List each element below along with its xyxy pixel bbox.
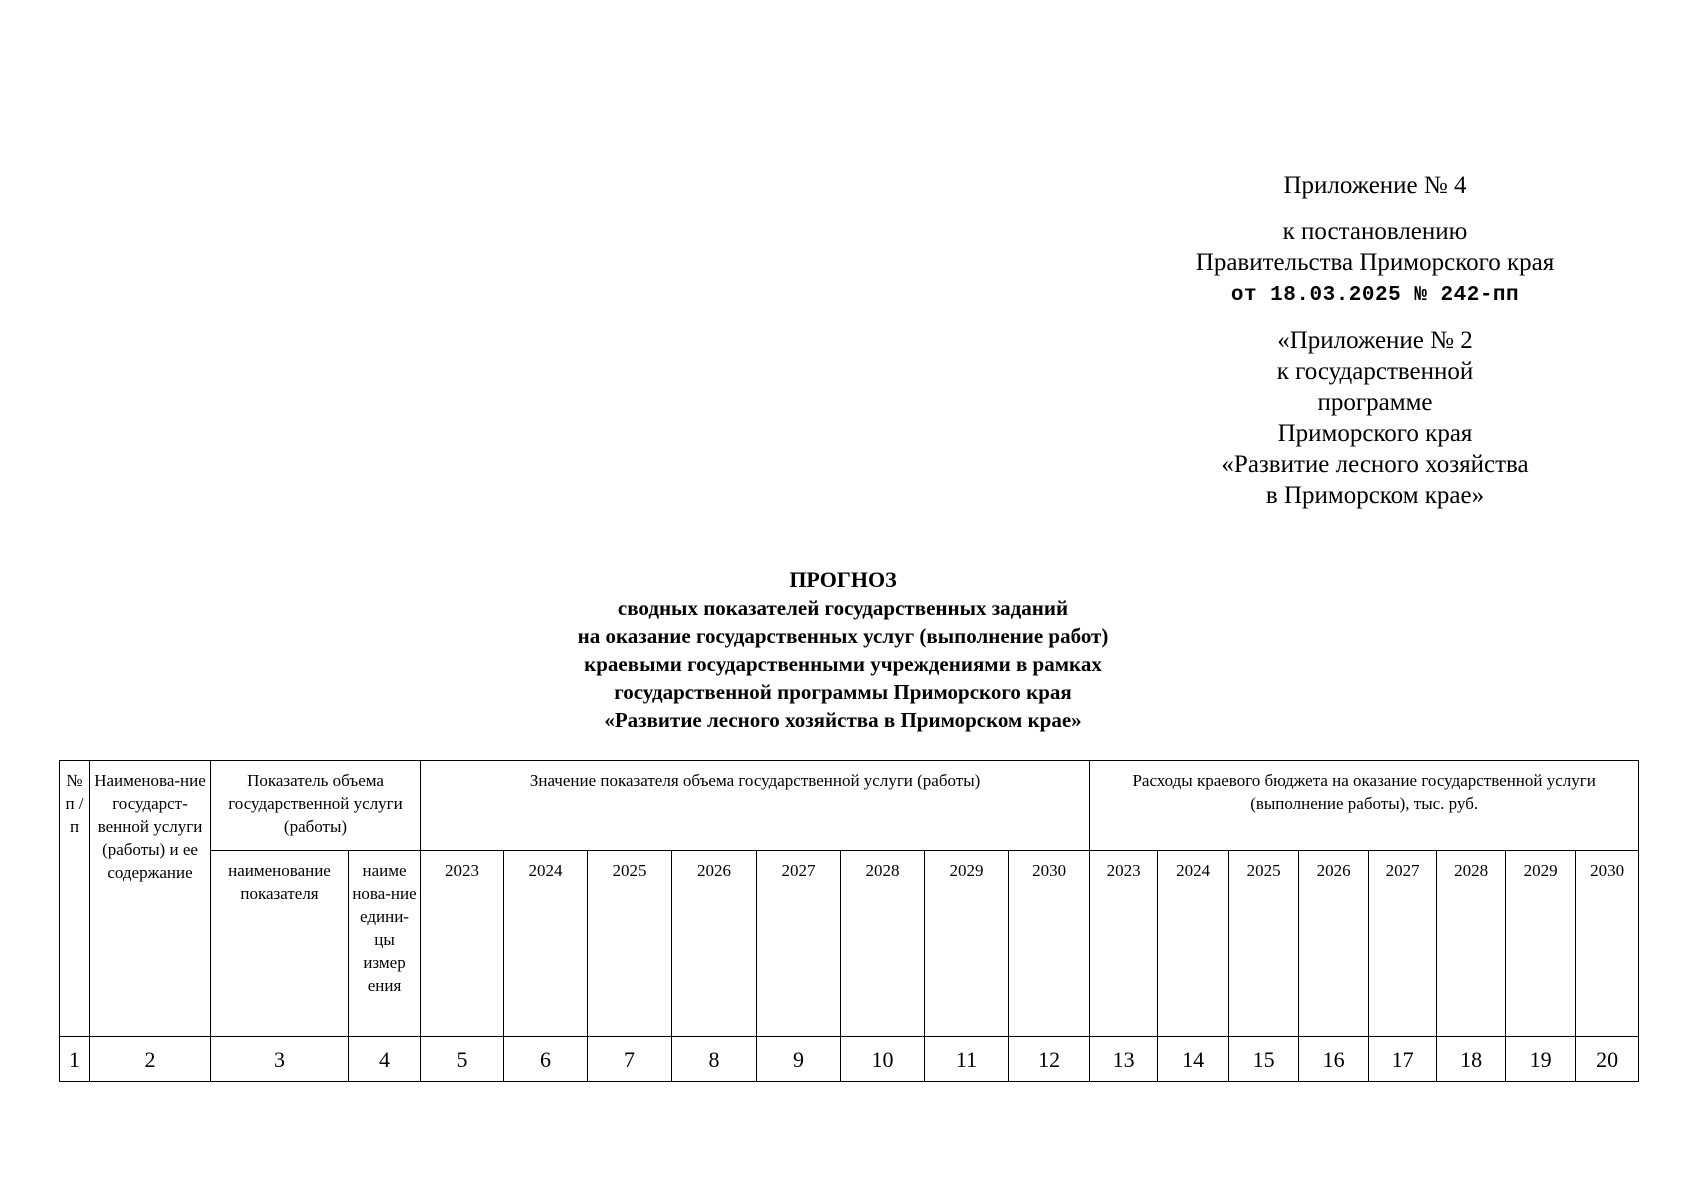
appendix-block (1150, 170, 1600, 511)
appendix-number: Приложение № 4 (1283, 172, 1467, 199)
forecast-table (59, 760, 1639, 1082)
quote-line: «Развитие лесного хозяйства (1221, 451, 1529, 478)
quote-line: Приморского края (1277, 420, 1473, 447)
header-expense-year: 2029 (1506, 851, 1576, 1037)
title-line: «Развитие лесного хозяйства в Приморском крае» (604, 708, 1082, 732)
column-number: 6 (504, 1037, 588, 1082)
column-number: 7 (588, 1037, 672, 1082)
header-value-year: 2028 (841, 851, 925, 1037)
header-values-group: Значение показателя объема государственной услуги (работы) (421, 761, 1090, 851)
column-number: 13 (1090, 1037, 1158, 1082)
column-number: 5 (421, 1037, 504, 1082)
column-number: 14 (1158, 1037, 1229, 1082)
title-line: сводных показателей государственных заданий (617, 596, 1069, 620)
header-value-year: 2024 (504, 851, 588, 1037)
quote-line: «Приложение № 2 (1277, 327, 1473, 354)
header-value-year: 2023 (421, 851, 504, 1037)
header-expense-year: 2023 (1090, 851, 1158, 1037)
header-unit-name: наиме нова-ние едини-цы измер ения (349, 851, 421, 1037)
government-name: Правительства Приморского края (1195, 249, 1555, 276)
header-service-name: Наименова-ние государст-венной услуги (работы) и ее содержание (90, 761, 211, 1037)
header-expense-year: 2030 (1576, 851, 1639, 1037)
column-number: 1 (60, 1037, 90, 1082)
header-value-year: 2025 (588, 851, 672, 1037)
header-value-year: 2026 (672, 851, 757, 1037)
column-number: 19 (1506, 1037, 1576, 1082)
header-value-year: 2027 (757, 851, 841, 1037)
header-expense-year: 2024 (1158, 851, 1229, 1037)
header-indicator-name: наименование показателя (211, 851, 349, 1037)
header-value-year: 2030 (1009, 851, 1090, 1037)
title-main: ПРОГНОЗ (789, 567, 897, 592)
column-number: 8 (672, 1037, 757, 1082)
title-line: краевыми государственными учреждениями в рамках (584, 652, 1102, 676)
quote-line: к государственной (1276, 358, 1474, 385)
column-number: 15 (1229, 1037, 1299, 1082)
column-number: 18 (1437, 1037, 1506, 1082)
column-number-row (60, 1037, 1639, 1082)
program-appendix-reference (1150, 325, 1600, 511)
header-indicator-group: Показатель объема государственной услуги (работы) (211, 761, 421, 851)
column-number: 3 (211, 1037, 349, 1082)
decree-reference: к постановлению (1282, 218, 1468, 245)
header-expense-year: 2028 (1437, 851, 1506, 1037)
quote-line: в Приморском крае» (1265, 482, 1485, 509)
document-title (400, 566, 1286, 734)
quote-line: программе (1317, 389, 1433, 416)
column-number: 10 (841, 1037, 925, 1082)
column-number: 11 (925, 1037, 1009, 1082)
column-number: 9 (757, 1037, 841, 1082)
header-value-year: 2029 (925, 851, 1009, 1037)
column-number: 20 (1576, 1037, 1639, 1082)
decree-number: от 18.03.2025 № 242-пп (1230, 284, 1520, 307)
header-expense-year: 2025 (1229, 851, 1299, 1037)
header-row-number: № п / п (60, 761, 90, 1037)
header-expense-year: 2026 (1299, 851, 1369, 1037)
column-number: 2 (90, 1037, 211, 1082)
column-number: 17 (1369, 1037, 1437, 1082)
title-line: государственной программы Приморского края (614, 680, 1072, 704)
header-expense-year: 2027 (1369, 851, 1437, 1037)
title-line: на оказание государственных услуг (выполнение работ) (577, 624, 1109, 648)
column-number: 4 (349, 1037, 421, 1082)
column-number: 12 (1009, 1037, 1090, 1082)
header-expenses-group: Расходы краевого бюджета на оказание государственной услуги (выполнение работы), тыс. руб. (1090, 761, 1639, 851)
column-number: 16 (1299, 1037, 1369, 1082)
